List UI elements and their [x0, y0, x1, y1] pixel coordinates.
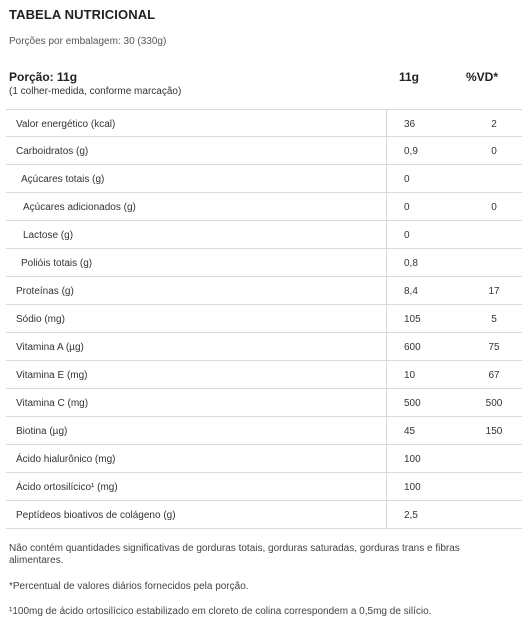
table-row: [6, 473, 522, 501]
nutrient-vd: 150: [485, 426, 503, 437]
table-row: [6, 501, 522, 529]
nutrient-name: Proteínas (g): [16, 286, 74, 297]
nutrient-vd: 67: [488, 370, 500, 381]
table-row: [6, 165, 522, 193]
nutrient-amount: 36: [404, 119, 416, 130]
table-row: [6, 361, 522, 389]
nutrient-name: Ácido hialurônico (mg): [16, 454, 116, 465]
nutrient-name: Biotina (µg): [16, 426, 68, 437]
nutrient-name: Ácido ortosilícico¹ (mg): [16, 482, 118, 493]
table-row: [6, 305, 522, 333]
nutrient-name: Peptídeos bioativos de colágeno (g): [16, 510, 176, 521]
table-row: [6, 137, 522, 165]
table-row: [6, 249, 522, 277]
nutrient-amount: 2,5: [404, 510, 418, 521]
nutrient-vd: 75: [488, 342, 500, 353]
column-header-vd: %VD*: [466, 70, 499, 84]
table-row: [6, 221, 522, 249]
nutrient-name: Açúcares adicionados (g): [23, 202, 136, 213]
nutrient-vd: 2: [491, 119, 497, 130]
table-row: [6, 277, 522, 305]
table-row: [6, 109, 522, 137]
nutrient-amount: 45: [404, 426, 416, 437]
nutrient-amount: 10: [404, 370, 416, 381]
column-divider: [386, 109, 387, 529]
nutrient-amount: 0: [404, 202, 410, 213]
table-row: [6, 445, 522, 473]
page-title: TABELA NUTRICIONAL: [9, 7, 156, 22]
nutrient-amount: 0: [404, 230, 410, 241]
nutrient-amount: 0,9: [404, 146, 418, 157]
nutrient-amount: 0,8: [404, 258, 418, 269]
nutrient-amount: 100: [404, 454, 421, 465]
vd-note: *Percentual de valores diários fornecidos pela porção.: [9, 581, 249, 592]
nutrient-name: Vitamina A (µg): [16, 342, 84, 353]
nutrient-amount: 8,4: [404, 286, 418, 297]
table-row: [6, 389, 522, 417]
portion-header: [9, 70, 519, 97]
portion-label: Porção: 11g: [9, 70, 78, 84]
nutrient-amount: 100: [404, 482, 421, 493]
table-row: [6, 193, 522, 221]
nutrient-name: Vitamina C (mg): [16, 398, 89, 409]
table-row: [6, 417, 522, 445]
nutrient-amount: 500: [404, 398, 421, 409]
nutrient-name: Polióis totais (g): [21, 258, 93, 269]
nutrient-vd: 0: [491, 202, 497, 213]
nutrient-vd: 5: [491, 314, 497, 325]
nutrient-amount: 0: [404, 174, 410, 185]
portion-description: (1 colher-medida, conforme marcação): [9, 86, 182, 97]
not-significant-note: Não contém quantidades significativas de gorduras totais, gorduras saturadas, gorduras trans e fibras alimentares.: [9, 543, 460, 566]
servings-per-package: Porções por embalagem: 30 (330g): [9, 36, 167, 47]
table-row: [6, 333, 522, 361]
nutrient-vd: 500: [485, 398, 503, 409]
footnote: ¹100mg de ácido ortosilícico estabilizado em cloreto de colina correspondem a 0,5mg de silício.: [9, 606, 432, 617]
nutrient-name: Vitamina E (mg): [16, 370, 88, 381]
nutrient-name: Açúcares totais (g): [21, 174, 105, 185]
column-header-amount: 11g: [399, 70, 420, 84]
nutrient-vd: 17: [488, 286, 500, 297]
nutrient-name: Valor energético (kcal): [16, 119, 116, 130]
nutrient-amount: 600: [404, 342, 421, 353]
nutrient-name: Lactose (g): [23, 230, 74, 241]
nutrition-table: [6, 109, 522, 529]
nutrient-name: Carboidratos (g): [16, 146, 89, 157]
nutrient-vd: 0: [491, 146, 497, 157]
nutrient-name: Sódio (mg): [16, 314, 65, 325]
nutrient-amount: 105: [404, 314, 421, 325]
